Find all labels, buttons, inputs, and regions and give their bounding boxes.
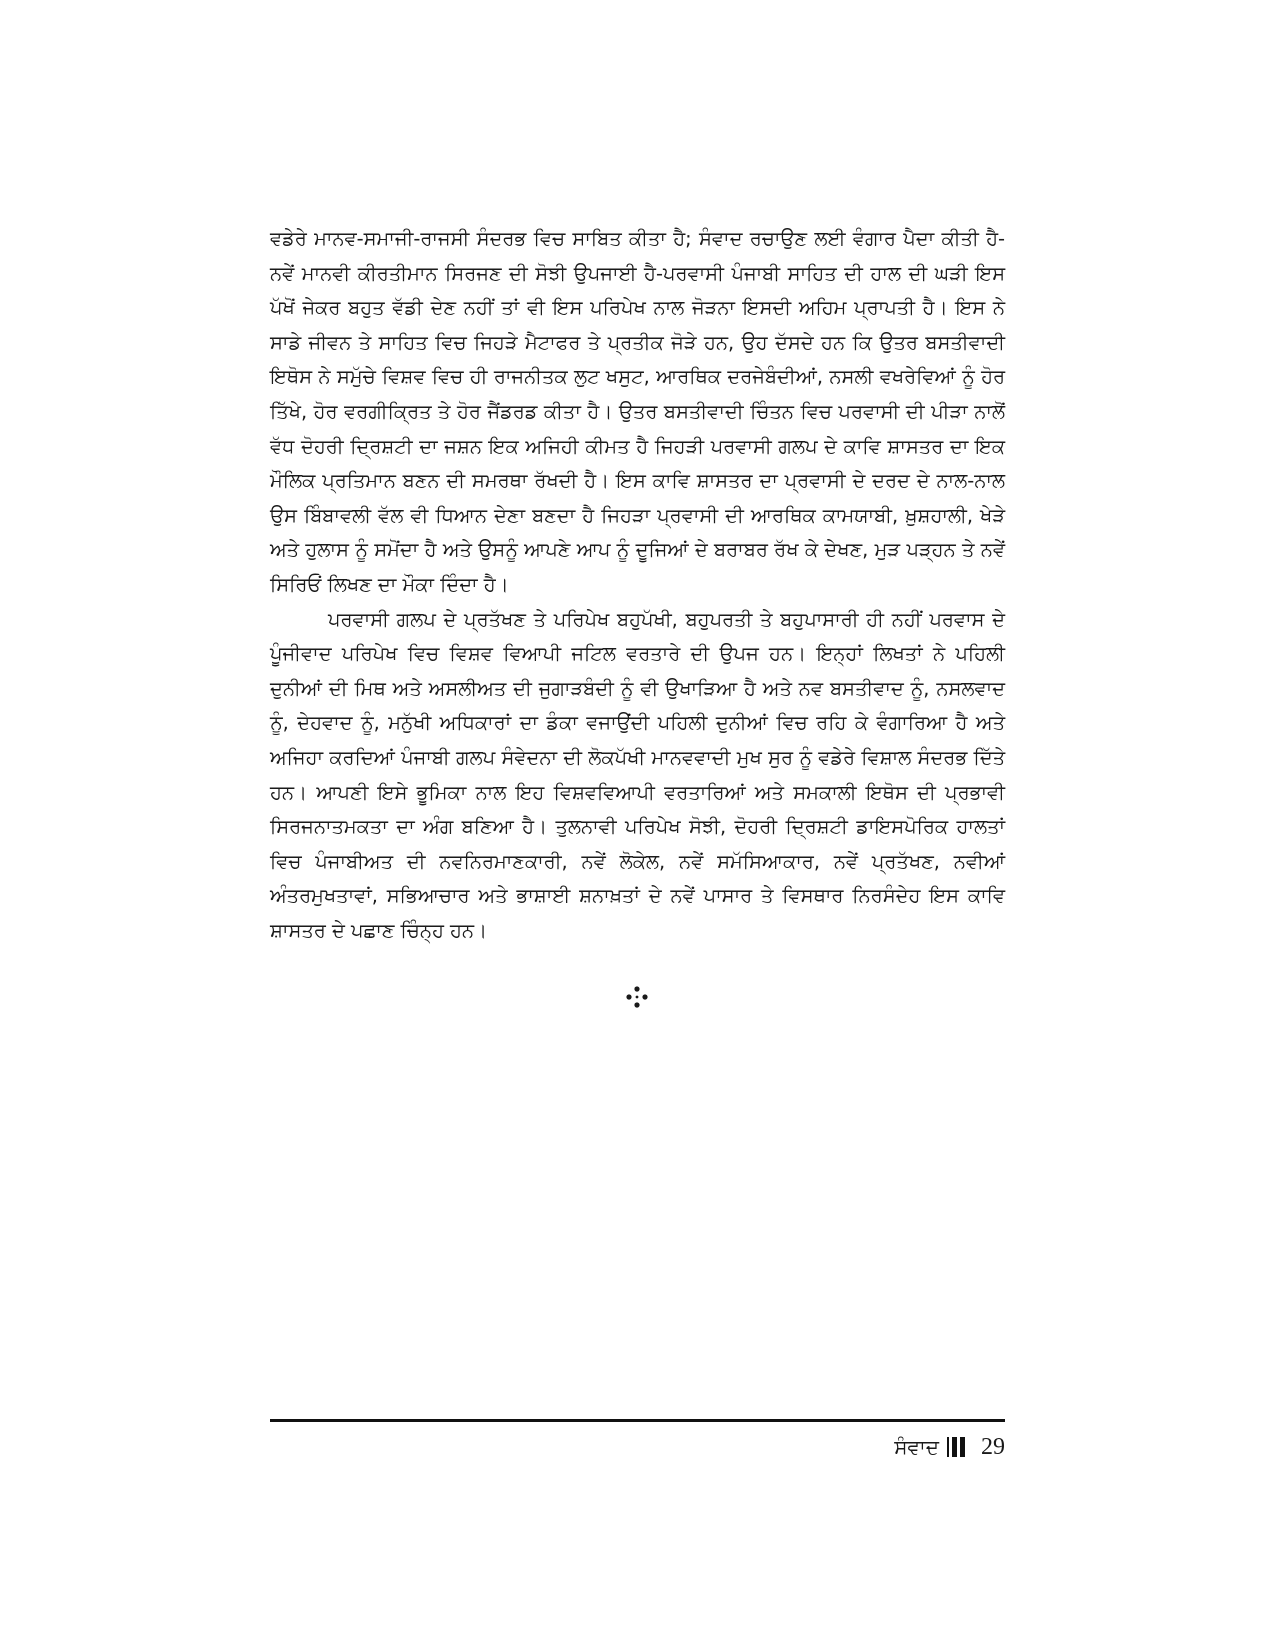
body-text [270,222,1005,948]
page-number: 29 [981,1433,1005,1460]
four-dot-ornament-icon [623,983,651,1011]
separator-bars-icon [947,1436,965,1458]
footer-rule [270,1419,1005,1422]
paragraph-2: ਪਰਵਾਸੀ ਗਲਪ ਦੇ ਪ੍ਰਤੱਖਣ ਤੇ ਪਰਿਪੇਖ ਬਹੁਪੱਖੀ, ਬਹੁਪਰਤੀ ਤੇ ਬਹੁਪਾਸਾਰੀ ਹੀ ਨਹੀਂ ਪਰਵਾਸ ਦੇ ਪੂੰਜੀਵਾਦ ਪਰਿਪੇਖ ਵਿਚ ਵਿਸ਼ਵ ਵਿਆਪੀ ਜਟਿਲ ਵਰਤਾਰੇ ਦੀ ਉਪਜ ਹਨ। ਇਨ੍ਹਾਂ ਲਿਖਤਾਂ ਨੇ ਪਹਿਲੀ ਦੁਨੀਆਂ ਦੀ ਮਿਥ ਅਤੇ ਅਸਲੀਅਤ ਦੀ ਜੁਗਾੜਬੰਦੀ ਨੂੰ ਵੀ ਉਖਾੜਿਆ ਹੈ ਅਤੇ ਨਵ ਬਸਤੀਵਾਦ ਨੂੰ, ਨਸਲਵਾਦ ਨੂੰ, ਦੇਹਵਾਦ ਨੂੰ, ਮਨੁੱਖੀ ਅਧਿਕਾਰਾਂ ਦਾ ਡੰਕਾ ਵਜਾਉਂਦੀ ਪਹਿਲੀ ਦੁਨੀਆਂ ਵਿਚ ਰਹਿ ਕੇ ਵੰਗਾਰਿਆ ਹੈ ਅਤੇ ਅਜਿਹਾ ਕਰਦਿਆਂ ਪੰਜਾਬੀ ਗਲਪ ਸੰਵੇਦਨਾ ਦੀ ਲੋਕਪੱਖੀ ਮਾਨਵਵਾਦੀ ਮੁਖ ਸੁਰ ਨੂੰ ਵਡੇਰੇ ਵਿਸ਼ਾਲ ਸੰਦਰਭ ਦਿੱਤੇ ਹਨ। ਆਪਣੀ ਇਸੇ ਭੂਮਿਕਾ ਨਾਲ ਇਹ ਵਿਸ਼ਵਵਿਆਪੀ ਵਰਤਾਰਿਆਂ ਅਤੇ ਸਮਕਾਲੀ ਇਥੋਸ ਦੀ ਪ੍ਰਭਾਵੀ ਸਿਰਜਨਾਤਮਕਤਾ ਦਾ ਅੰਗ ਬਣਿਆ ਹੈ। ਤੁਲਨਾਵੀ ਪਰਿਪੇਖ ਸੋਝੀ, ਦੋਹਰੀ ਦ੍ਰਿਸ਼ਟੀ ਡਾਇਸਪੋਰਿਕ ਹਾਲਤਾਂ ਵਿਚ ਪੰਜਾਬੀਅਤ ਦੀ ਨਵਨਿਰਮਾਣਕਾਰੀ, ਨਵੇਂ ਲੋਕੇਲ, ਨਵੇਂ ਸਮੱਸਿਆਕਾਰ, ਨਵੇਂ ਪ੍ਰਤੱਖਣ, ਨਵੀਆਂ ਅੰਤਰਮੁਖਤਾਵਾਂ, ਸਭਿਆਚਾਰ ਅਤੇ ਭਾਸ਼ਾਈ ਸ਼ਨਾਖ਼ਤਾਂ ਦੇ ਨਵੇਂ ਪਾਸਾਰ ਤੇ ਵਿਸਥਾਰ ਨਿਰਸੰਦੇਹ ਇਸ ਕਾਵਿ ਸ਼ਾਸਤਰ ਦੇ ਪਛਾਣ ਚਿੰਨ੍ਹ ਹਨ। [270,607,1005,942]
paragraph-1: ਵਡੇਰੇ ਮਾਨਵ-ਸਮਾਜੀ-ਰਾਜਸੀ ਸੰਦਰਭ ਵਿਚ ਸਾਬਿਤ ਕੀਤਾ ਹੈ; ਸੰਵਾਦ ਰਚਾਉਣ ਲਈ ਵੰਗਾਰ ਪੈਦਾ ਕੀਤੀ ਹੈ-ਨਵੇਂ ਮਾਨਵੀ ਕੀਰਤੀਮਾਨ ਸਿਰਜਣ ਦੀ ਸੋਝੀ ਉਪਜਾਈ ਹੈ-ਪਰਵਾਸੀ ਪੰਜਾਬੀ ਸਾਹਿਤ ਦੀ ਹਾਲ ਦੀ ਘੜੀ ਇਸ ਪੱਖੋਂ ਜੇਕਰ ਬਹੁਤ ਵੱਡੀ ਦੇਣ ਨਹੀਂ ਤਾਂ ਵੀ ਇਸ ਪਰਿਪੇਖ ਨਾਲ ਜੋੜਨਾ ਇਸਦੀ ਅਹਿਮ ਪ੍ਰਾਪਤੀ ਹੈ। ਇਸ ਨੇ ਸਾਡੇ ਜੀਵਨ ਤੇ ਸਾਹਿਤ ਵਿਚ ਜਿਹੜੇ ਮੈਟਾਫਰ ਤੇ ਪ੍ਰਤੀਕ ਜੋੜੇ ਹਨ, ਉਹ ਦੱਸਦੇ ਹਨ ਕਿ ਉਤਰ ਬਸਤੀਵਾਦੀ ਇਥੋਸ ਨੇ ਸਮੁੱਚੇ ਵਿਸ਼ਵ ਵਿਚ ਹੀ ਰਾਜਨੀਤਕ ਲੁਟ ਖਸੁਟ, ਆਰਥਿਕ ਦਰਜੇਬੰਦੀਆਂ, ਨਸਲੀ ਵਖਰੇਵਿਆਂ ਨੂੰ ਹੋਰ ਤਿੱਖੇ, ਹੋਰ ਵਰਗੀਕ੍ਰਿਤ ਤੇ ਹੋਰ ਜੈਂਡਰਡ ਕੀਤਾ ਹੈ। ਉਤਰ ਬਸਤੀਵਾਦੀ ਚਿੰਤਨ ਵਿਚ ਪਰਵਾਸੀ ਦੀ ਪੀੜਾ ਨਾਲੋਂ ਵੱਧ ਦੋਹਰੀ ਦ੍ਰਿਸ਼ਟੀ ਦਾ ਜਸ਼ਨ ਇਕ ਅਜਿਹੀ ਕੀਮਤ ਹੈ ਜਿਹੜੀ ਪਰਵਾਸੀ ਗਲਪ ਦੇ ਕਾਵਿ ਸ਼ਾਸਤਰ ਦਾ ਇਕ ਮੌਲਿਕ ਪ੍ਰਤਿਮਾਨ ਬਣਨ ਦੀ ਸਮਰਥਾ ਰੱਖਦੀ ਹੈ। ਇਸ ਕਾਵਿ ਸ਼ਾਸਤਰ ਦਾ ਪ੍ਰਵਾਸੀ ਦੇ ਦਰਦ ਦੇ ਨਾਲ-ਨਾਲ ਉਸ ਬਿੰਬਾਵਲੀ ਵੱਲ ਵੀ ਧਿਆਨ ਦੇਣਾ ਬਣਦਾ ਹੈ ਜਿਹੜਾ ਪ੍ਰਵਾਸੀ ਦੀ ਆਰਥਿਕ ਕਾਮਯਾਬੀ, ਖ਼ੁਸ਼ਹਾਲੀ, ਖੇੜੇ ਅਤੇ ਹੁਲਾਸ ਨੂੰ ਸਮੋਂਦਾ ਹੈ ਅਤੇ ਉਸਨੂੰ ਆਪਣੇ ਆਪ ਨੂੰ ਦੂਜਿਆਂ ਦੇ ਬਰਾਬਰ ਰੱਖ ਕੇ ਦੇਖਣ, ਮੁੜ ਪੜ੍ਹਨ ਤੇ ਨਵੇਂ ਸਿਰਿਓਂ ਲਿਖਣ ਦਾ ਮੌਕਾ ਦਿੰਦਾ ਹੈ। [270,227,1005,596]
page-footer [894,1430,1005,1464]
journal-name: ਸੰਵਾਦ [894,1435,939,1459]
